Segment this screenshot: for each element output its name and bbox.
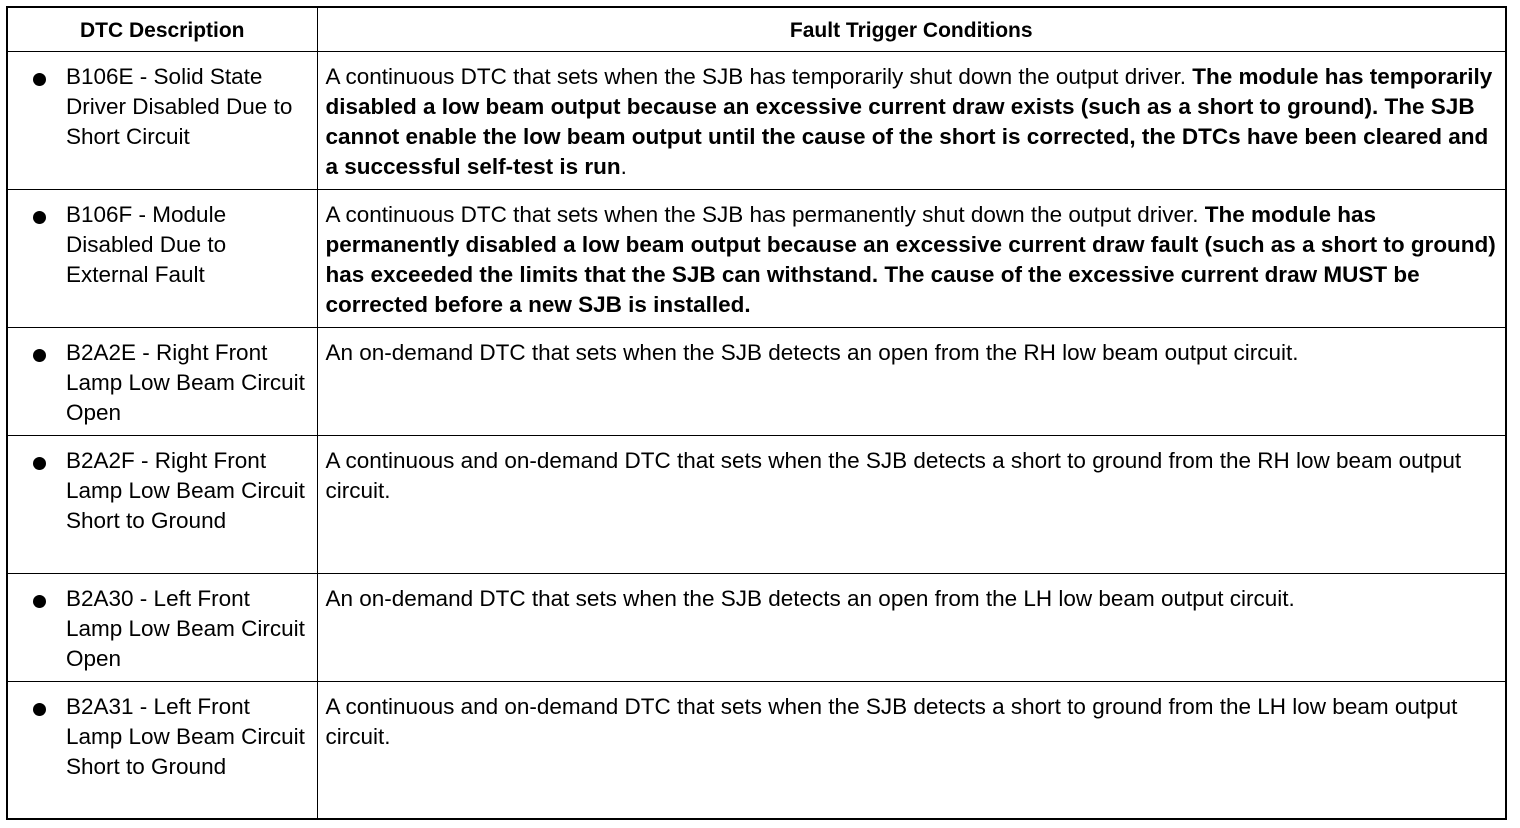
table-row — [7, 51, 1506, 189]
bullet-icon — [33, 703, 46, 716]
table-row — [7, 573, 1506, 681]
bullet-icon — [33, 595, 46, 608]
condition-tail-text: . — [620, 153, 627, 179]
condition-bold-text: The module has temporarily disabled a low beam output because an excessive current draw exists (such as a short to ground). The SJB cannot enable the low beam output until the cause of the short is corrected, the DTCs have been cleared and a successful self-test is run — [325, 63, 1493, 179]
fault-condition-cell — [317, 327, 1506, 435]
fault-condition-cell — [317, 51, 1506, 189]
condition-text: An on-demand DTC that sets when the SJB detects an open from the LH low beam output circuit. — [325, 585, 1295, 611]
fault-condition-cell — [317, 681, 1506, 819]
table-row — [7, 435, 1506, 573]
dtc-description: B2A31 - Left Front Lamp Low Beam Circuit Short to Ground — [66, 693, 305, 779]
dtc-table — [6, 6, 1507, 820]
dtc-description: B2A2F - Right Front Lamp Low Beam Circuit Short to Ground — [66, 447, 305, 533]
table-row — [7, 681, 1506, 819]
table-row — [7, 189, 1506, 327]
header-dtc-description: DTC Description — [7, 7, 317, 51]
header-fault-trigger-conditions: Fault Trigger Conditions — [317, 7, 1506, 51]
dtc-description-cell — [7, 51, 317, 189]
condition-text: A continuous DTC that sets when the SJB has permanently shut down the output driver. — [325, 201, 1205, 227]
table-row — [7, 327, 1506, 435]
bullet-icon — [33, 211, 46, 224]
condition-text: A continuous and on-demand DTC that sets when the SJB detects a short to ground from the LH low beam output circuit. — [325, 693, 1458, 749]
dtc-description-cell — [7, 435, 317, 573]
table-header-row — [7, 7, 1506, 51]
condition-text: A continuous and on-demand DTC that sets when the SJB detects a short to ground from the RH low beam output circuit. — [325, 447, 1462, 503]
dtc-description-cell — [7, 681, 317, 819]
condition-text: A continuous DTC that sets when the SJB has temporarily shut down the output driver. — [325, 63, 1193, 89]
dtc-description-cell — [7, 189, 317, 327]
dtc-description-cell — [7, 327, 317, 435]
condition-bold-text: The module has permanently disabled a low beam output because an excessive current draw fault (such as a short to ground) has exceeded the limits that the SJB can withstand. The cause of the excessive current draw MUST be corrected before a new SJB is installed. — [325, 201, 1496, 317]
dtc-description: B2A2E - Right Front Lamp Low Beam Circuit Open — [66, 339, 305, 425]
dtc-description: B2A30 - Left Front Lamp Low Beam Circuit Open — [66, 585, 305, 671]
fault-condition-cell — [317, 435, 1506, 573]
condition-text: An on-demand DTC that sets when the SJB detects an open from the RH low beam output circuit. — [325, 339, 1299, 365]
bullet-icon — [33, 349, 46, 362]
fault-condition-cell — [317, 189, 1506, 327]
dtc-description-cell — [7, 573, 317, 681]
bullet-icon — [33, 73, 46, 86]
bullet-icon — [33, 457, 46, 470]
dtc-description: B106E - Solid State Driver Disabled Due to Short Circuit — [66, 63, 293, 149]
dtc-description: B106F - Module Disabled Due to External Fault — [66, 201, 227, 287]
fault-condition-cell — [317, 573, 1506, 681]
